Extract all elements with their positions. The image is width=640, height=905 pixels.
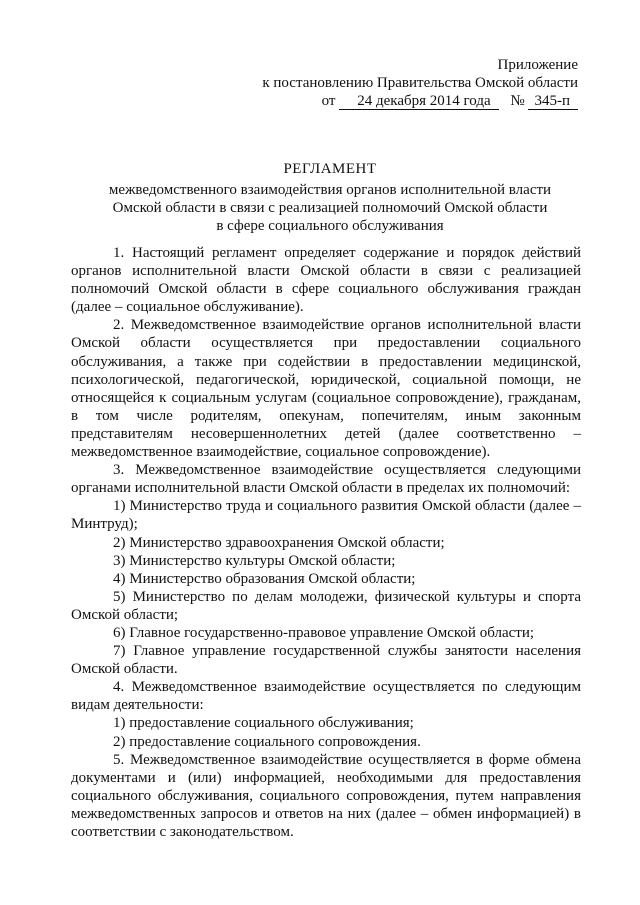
- list-item-3-3: 3) Министерство культуры Омской области;: [113, 552, 396, 569]
- paragraph-2: 2. Межведомственное взаимодействие органов исполнительной власти Омской области осуществляется при предоставлении социального обслуживания, а также при содействии в предоставлении медицинской, психологической, педагогической, юридической, социальной помощи, не относящейся к социальным услугам (социальное сопровождение), гражданам, в том числе родителям, опекунам, попечителям, иным законным представителям несовершеннолетних детей (далее соответственно – межведомственное взаимодействие, социальное сопровождение).: [71, 317, 581, 461]
- decree-date-number: [262, 92, 578, 110]
- list-item-3-5: 5) Министерство по делам молодежи, физической культуры и спорта Омской области;: [71, 588, 581, 623]
- list-item-3-2: 2) Министерство здравоохранения Омской области;: [113, 534, 445, 551]
- date-prefix: от: [321, 93, 336, 109]
- list-item-3-6: 6) Главное государственно-правовое управление Омской области;: [113, 624, 535, 641]
- decree-reference: к постановлению Правительства Омской области: [262, 75, 578, 91]
- document-title: [70, 160, 590, 235]
- title-line-2: Омской области в связи с реализацией полномочий Омской области: [112, 200, 548, 216]
- decree-number: 345-п: [528, 94, 578, 110]
- decree-date: 24 декабря 2014 года: [339, 94, 498, 110]
- document-body: [71, 244, 581, 841]
- title-main: РЕГЛАМЕНТ: [283, 161, 377, 177]
- title-line-1: межведомственного взаимодействия органов исполнительной власти: [108, 182, 552, 198]
- appendix-label: Приложение: [497, 57, 578, 73]
- number-prefix: №: [510, 93, 525, 109]
- paragraph-3: 3. Межведомственное взаимодействие осуществляется следующими органами исполнительной власти Омской области в пределах их полномочий:: [71, 462, 581, 497]
- list-item-3-4: 4) Министерство образования Омской области;: [113, 570, 416, 587]
- list-item-4-2: 2) предоставление социального сопровождения.: [113, 733, 421, 750]
- list-item-3-1: 1) Министерство труда и социального развития Омской области (далее – Минтруд);: [71, 498, 581, 533]
- list-item-3-7: 7) Главное управление государственной службы занятости населения Омской области.: [71, 643, 581, 678]
- paragraph-5: 5. Межведомственное взаимодействие осуществляется в форме обмена документами и (или) информацией, необходимыми для предоставления социального обслуживания, социального сопровождения, путем направления межведомственных запросов и ответов на них (далее – обмен информацией) в соответствии с законодательством.: [71, 751, 581, 840]
- paragraph-4: 4. Межведомственное взаимодействие осуществляется по следующим видам деятельности:: [71, 679, 581, 714]
- title-line-3: в сфере социального обслуживания: [216, 218, 444, 234]
- paragraph-1: 1. Настоящий регламент определяет содержание и порядок действий органов исполнительной власти Омской области в связи с реализацией полномочий Омской области в сфере социального обслуживания граждан (далее – социальное обслуживание).: [71, 245, 581, 316]
- list-item-4-1: 1) предоставление социального обслуживания;: [113, 715, 414, 732]
- appendix-header: [262, 56, 578, 110]
